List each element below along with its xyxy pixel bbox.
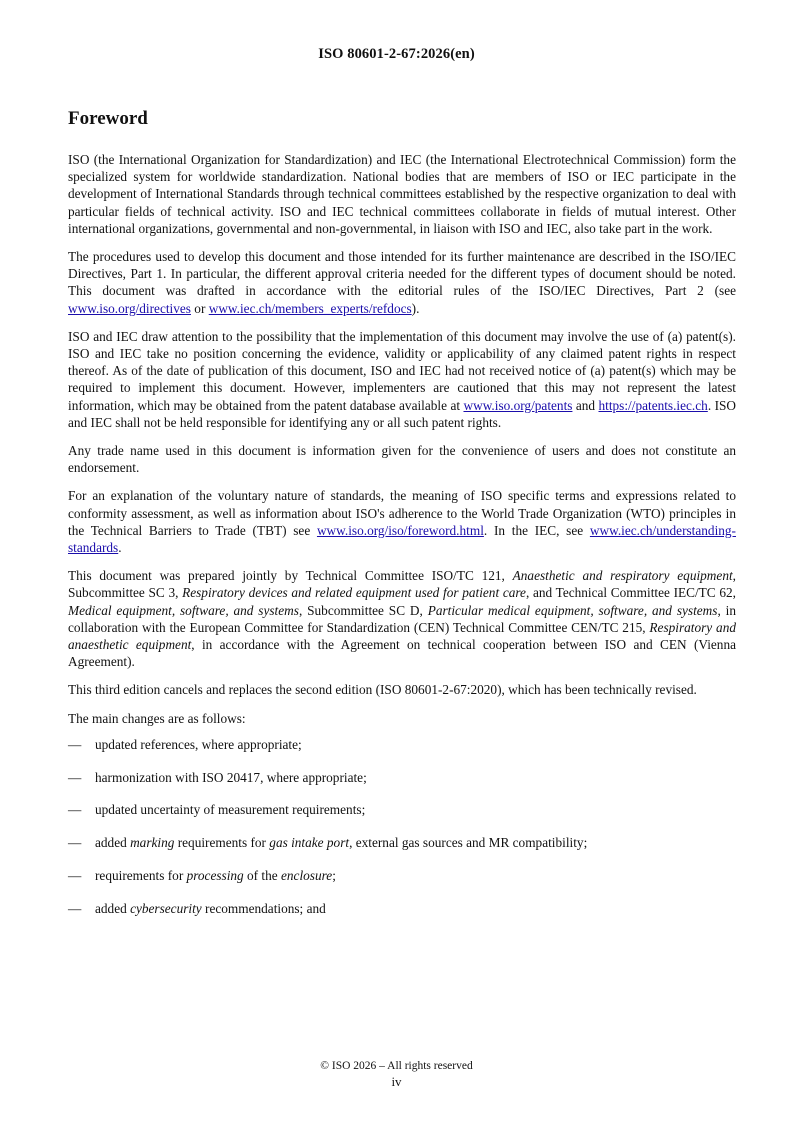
list-item-text: updated uncertainty of measurement requirements; (95, 802, 366, 818)
list-item (68, 900, 736, 917)
dash-bullet-icon: — (68, 835, 82, 851)
document-id-header: ISO 80601-2-67:2026(en) (318, 46, 475, 62)
paragraph-edition: This third edition cancels and replaces the second edition (ISO 80601-2-67:2020), which has been technically revised. (68, 682, 697, 698)
text: . In the IEC, see (483, 522, 590, 538)
defined-term: cybersecurity (130, 900, 202, 916)
text: ; (332, 868, 336, 884)
text: The procedures used to develop this document and those intended for its further maintenance are described in the ISO/IEC Directives, Part 1. In particular, the different approval criteria needed for the different types of document should be noted. This document was drafted in accordance with the editorial rules of the ISO/IEC Directives, Part 2 (see (68, 249, 736, 299)
text: , Subcommittee SC 3, (68, 568, 736, 601)
page-number: iv (391, 1074, 402, 1089)
text: requirements for (95, 868, 187, 884)
list-item (68, 834, 736, 851)
dash-bullet-icon: — (68, 736, 82, 752)
list-item-text: updated references, where appropriate; (95, 736, 302, 752)
text: , and Technical Committee IEC/TC 62, (525, 585, 736, 601)
list-item-text (95, 900, 326, 917)
list-item (68, 801, 736, 818)
link-iec-refdocs[interactable]: www.iec.ch/members_experts/refdocs (208, 300, 412, 316)
text: . ISO and IEC shall not be held responsible for identifying any or all such patent rights. (68, 397, 736, 430)
text: . (118, 540, 122, 556)
paragraph-procedures (68, 248, 736, 317)
list-item-text: harmonization with ISO 20417, where appropriate; (95, 769, 367, 785)
text: For an explanation of the voluntary nature of standards, the meaning of ISO specific terms and expressions related to conformity assessment, as well as information about ISO's adherence to the World Trade Organization (WTO) principles in the Technical Barriers to Trade (TBT) see (68, 488, 736, 538)
link-iec-understanding-standards[interactable]: www.iec.ch/understanding-standards (68, 522, 736, 556)
list-item (68, 736, 736, 753)
text: ISO and IEC draw attention to the possibility that the implementation of this document may involve the use of (a) patent(s). ISO and IEC take no position concerning the evidence, validity or applicability of any claimed patent rights in respect thereof. As of the date of publication of this document, ISO and IEC had not received notice of (a) patent(s) which may be required to implement this document. However, implementers are cautioned that this may not represent the latest information, which may be obtained from the patent database available at (68, 328, 736, 413)
section-title: Foreword (68, 108, 148, 129)
copyright-notice: © ISO 2026 – All rights reserved (320, 1060, 473, 1072)
committee-name: Respiratory and anaesthetic equipment (68, 619, 736, 653)
text: ). (411, 300, 420, 316)
committee-name: Particular medical equipment, software, and systems (427, 602, 718, 618)
text: , Subcommittee SC D, (298, 602, 428, 618)
main-changes-list (68, 736, 736, 917)
list-item-text (95, 867, 336, 884)
committee-name: Anaesthetic and respiratory equipment (512, 568, 733, 584)
link-iec-patents[interactable]: https://patents.iec.ch (598, 397, 708, 413)
defined-term: processing (186, 868, 244, 884)
paragraph-iso-iec-intro: ISO (the International Organization for Standardization) and IEC (the International Electrotechnical Commission) form the specialized system for worldwide standardization. National bodies that are members of ISO or IEC participate in the development of International Standards through technical committees established by the respective organization to deal with particular fields of technical activity. ISO and IEC technical committees collaborate in fields of mutual interest. Other international organizations, governmental and non-governmental, in liaison with ISO and IEC, also take part in the work. (68, 152, 736, 236)
foreword-body (68, 151, 736, 933)
paragraph-voluntary-nature (68, 487, 736, 556)
page-footer (0, 1059, 793, 1089)
paragraph-patents (68, 328, 736, 431)
text: , external gas sources and MR compatibility; (349, 835, 588, 851)
dash-bullet-icon: — (68, 769, 82, 785)
link-iso-foreword[interactable]: www.iso.org/iso/foreword.html (316, 522, 484, 538)
text: added (95, 900, 131, 916)
text: or (190, 300, 209, 316)
text: of the (243, 868, 281, 884)
list-item (68, 769, 736, 786)
text: This document was prepared jointly by Technical Committee ISO/TC 121, (68, 568, 513, 584)
dash-bullet-icon: — (68, 802, 82, 818)
paragraph-prepared-by (68, 567, 736, 670)
link-iso-directives[interactable]: www.iso.org/directives (68, 300, 191, 316)
text: recommendations; and (201, 900, 326, 916)
committee-name: Medical equipment, software, and systems (68, 602, 299, 618)
list-item-text (95, 834, 587, 851)
defined-term: marking (130, 835, 175, 851)
committee-name: Respiratory devices and related equipment used for patient care (182, 585, 526, 601)
dash-bullet-icon: — (68, 868, 82, 884)
text: requirements for (174, 835, 270, 851)
text: and (572, 397, 599, 413)
text: added (95, 835, 131, 851)
defined-term: enclosure (281, 868, 333, 884)
link-iso-patents[interactable]: www.iso.org/patents (463, 397, 573, 413)
paragraph-main-changes-intro: The main changes are as follows: (68, 710, 246, 726)
defined-term: gas intake port (269, 835, 350, 851)
text: , in accordance with the Agreement on technical cooperation between ISO and CEN (Vienna Agreement). (68, 637, 736, 670)
paragraph-trade-name: Any trade name used in this document is information given for the convenience of users and does not constitute an endorsement. (68, 443, 736, 476)
list-item (68, 867, 736, 884)
dash-bullet-icon: — (68, 900, 82, 916)
text: , in collaboration with the European Committee for Standardization (CEN) Technical Committee CEN/TC 215, (68, 602, 736, 635)
